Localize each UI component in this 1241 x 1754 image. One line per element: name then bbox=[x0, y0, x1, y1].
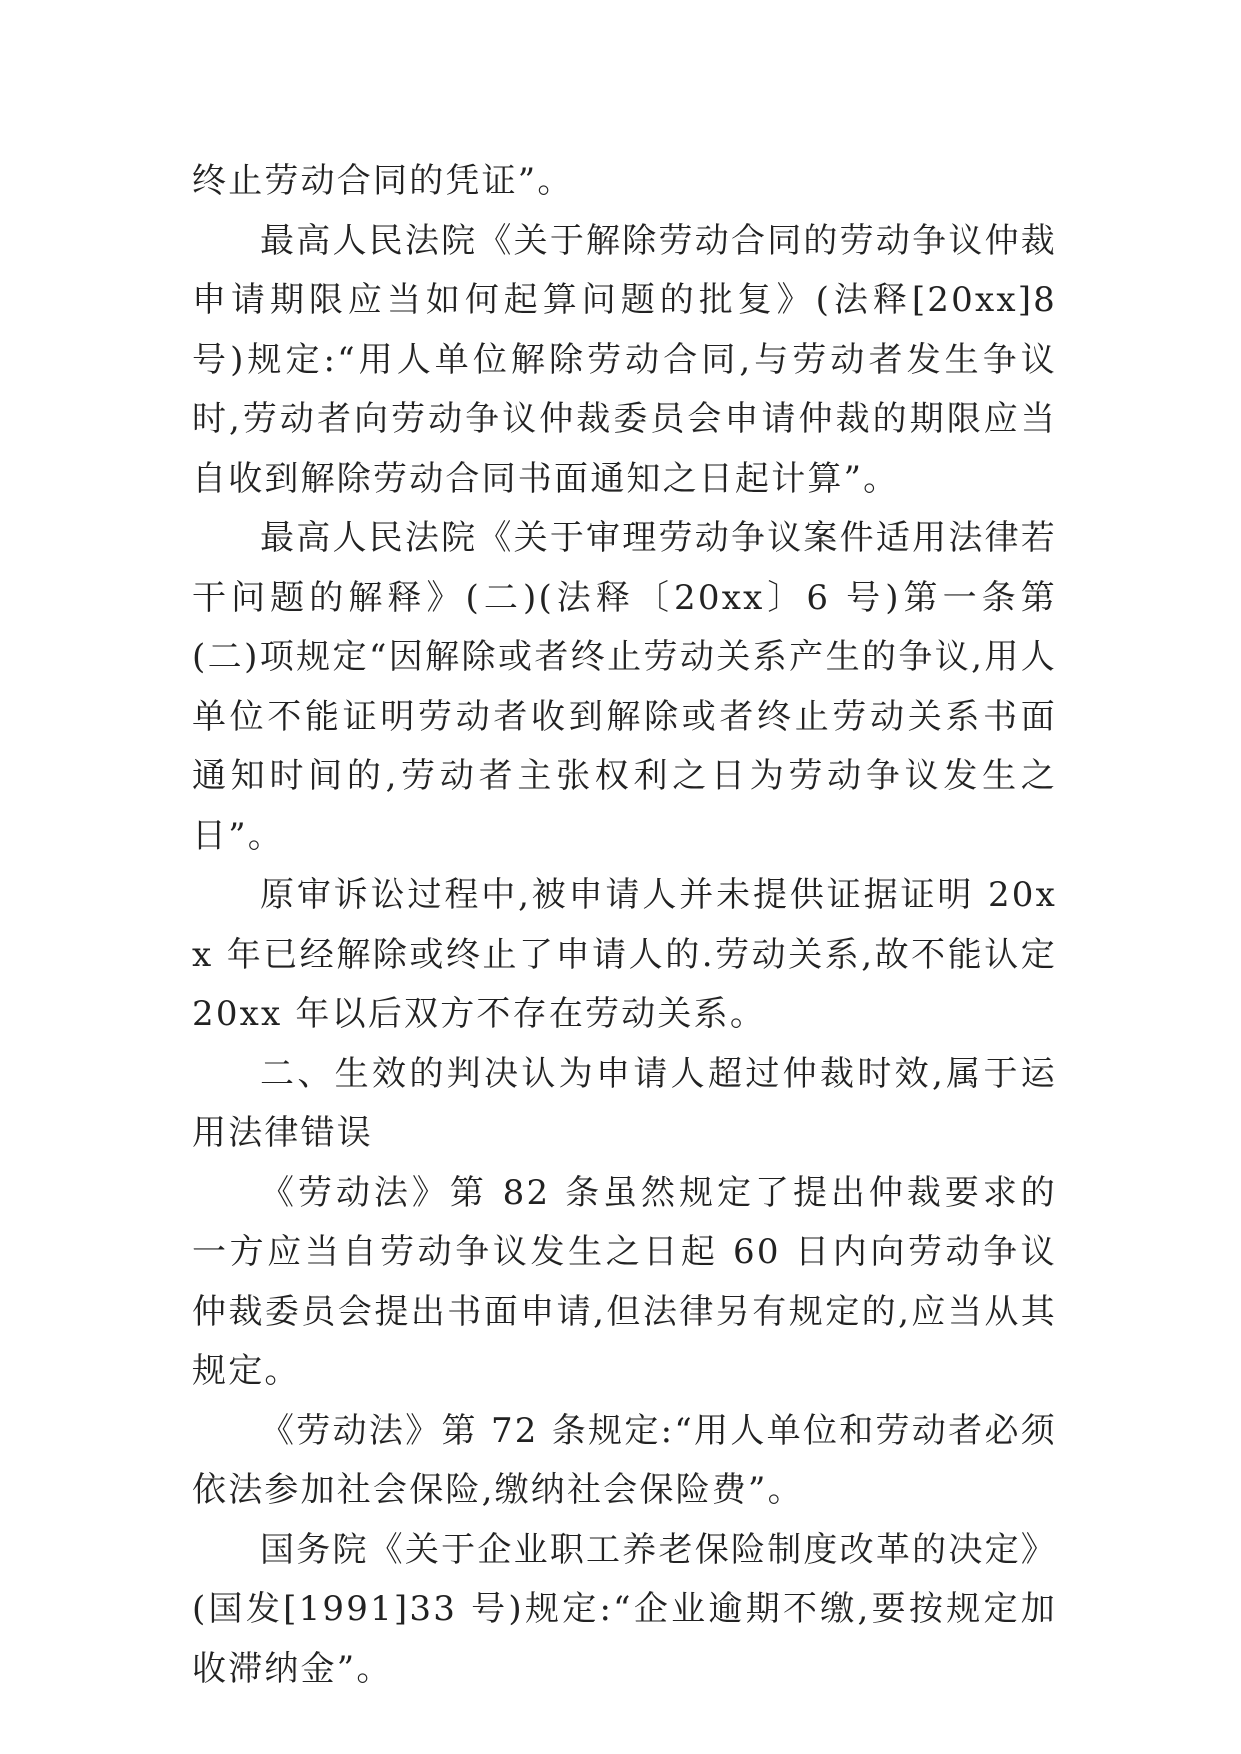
document-body bbox=[192, 152, 1057, 1699]
paragraph-3: 最高人民法院《关于审理劳动争议案件适用法律若干问题的解释》(二)(法释〔20xx〕6 号)第一条第(二)项规定“因解除或者终止劳动关系产生的争议,用人单位不能证明劳动者收到解除或者终止劳动关系书面通知时间的,劳动者主张权利之日为劳动争议发生之日”。 bbox=[192, 518, 1057, 856]
paragraph-5-heading: 二、生效的判决认为申请人超过仲裁时效,属于运用法律错误 bbox=[192, 1053, 1057, 1153]
paragraph-2: 最高人民法院《关于解除劳动合同的劳动争议仲裁申请期限应当如何起算问题的批复》(法释[20xx]8 号)规定:“用人单位解除劳动合同,与劳动者发生争议时,劳动者向劳动争议仲裁委员会申请仲裁的期限应当自收到解除劳动合同书面通知之日起计算”。 bbox=[192, 220, 1057, 499]
paragraph-1: 终止劳动合同的凭证”。 bbox=[192, 161, 574, 201]
paragraph-6: 《劳动法》第 82 条虽然规定了提出仲裁要求的一方应当自劳动争议发生之日起 60 日内向劳动争议仲裁委员会提出书面申请,但法律另有规定的,应当从其规定。 bbox=[192, 1172, 1057, 1391]
paragraph-4: 原审诉讼过程中,被申请人并未提供证据证明 20xx 年已经解除或终止了申请人的.劳动关系,故不能认定 20xx 年以后双方不存在劳动关系。 bbox=[192, 875, 1057, 1034]
paragraph-7: 《劳动法》第 72 条规定:“用人单位和劳动者必须依法参加社会保险,缴纳社会保险费”。 bbox=[192, 1410, 1057, 1510]
paragraph-8: 国务院《关于企业职工养老保险制度改革的决定》(国发[1991]33 号)规定:“企业逾期不缴,要按规定加收滞纳金”。 bbox=[192, 1529, 1057, 1689]
